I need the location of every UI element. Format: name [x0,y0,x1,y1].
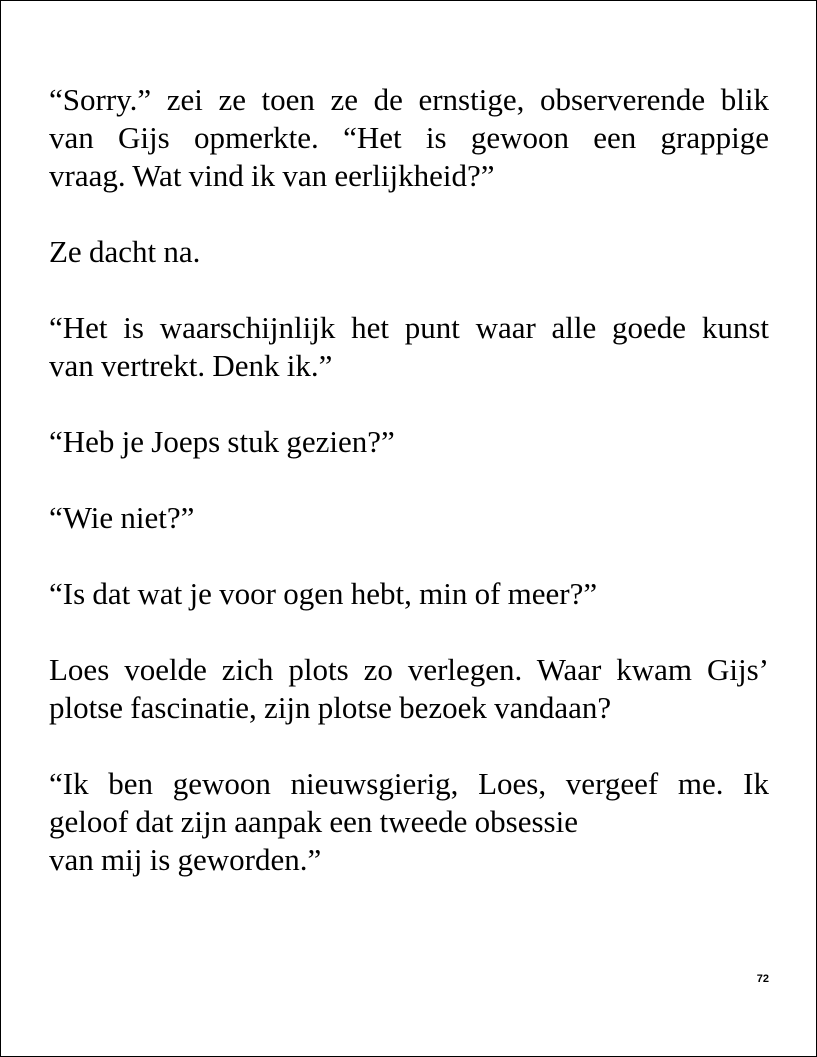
text-line: Ze dacht na. [49,234,201,269]
text-line: van Gijs opmerkte. “Het is gewoon een grappige [49,120,769,155]
paragraph-3 [49,309,769,385]
paragraph-5 [49,499,769,537]
text-line: vraag. Wat vind ik van eerlijkheid?” [49,158,495,193]
text-line: “Wie niet?” [49,500,195,535]
paragraph-1 [49,81,769,195]
paragraph-2 [49,233,769,271]
text-line: plotse fascinatie, zijn plotse bezoek vandaan? [49,690,612,725]
text-line: “Ik ben gewoon nieuwsgierig, Loes, vergeef me. Ik [49,766,769,801]
page-number: 72 [756,973,769,985]
text-line: “Heb je Joeps stuk gezien?” [49,424,395,459]
paragraph-7 [49,651,769,727]
text-line: geloof dat zijn aanpak een tweede obsessie [49,804,578,839]
text-line: “Het is waarschijnlijk het punt waar alle goede kunst [49,310,769,345]
paragraph-4 [49,423,769,461]
page-text [49,81,769,917]
text-line: “Is dat wat je voor ogen hebt, min of meer?” [49,576,598,611]
paragraph-6 [49,575,769,613]
text-line: van vertrekt. Denk ik.” [49,348,333,383]
text-line: Loes voelde zich plots zo verlegen. Waar kwam Gijs’ [49,652,769,687]
text-line: “Sorry.” zei ze toen ze de ernstige, observerende blik [49,82,769,117]
paragraph-8 [49,765,769,879]
text-line: van mij is geworden.” [49,842,322,877]
